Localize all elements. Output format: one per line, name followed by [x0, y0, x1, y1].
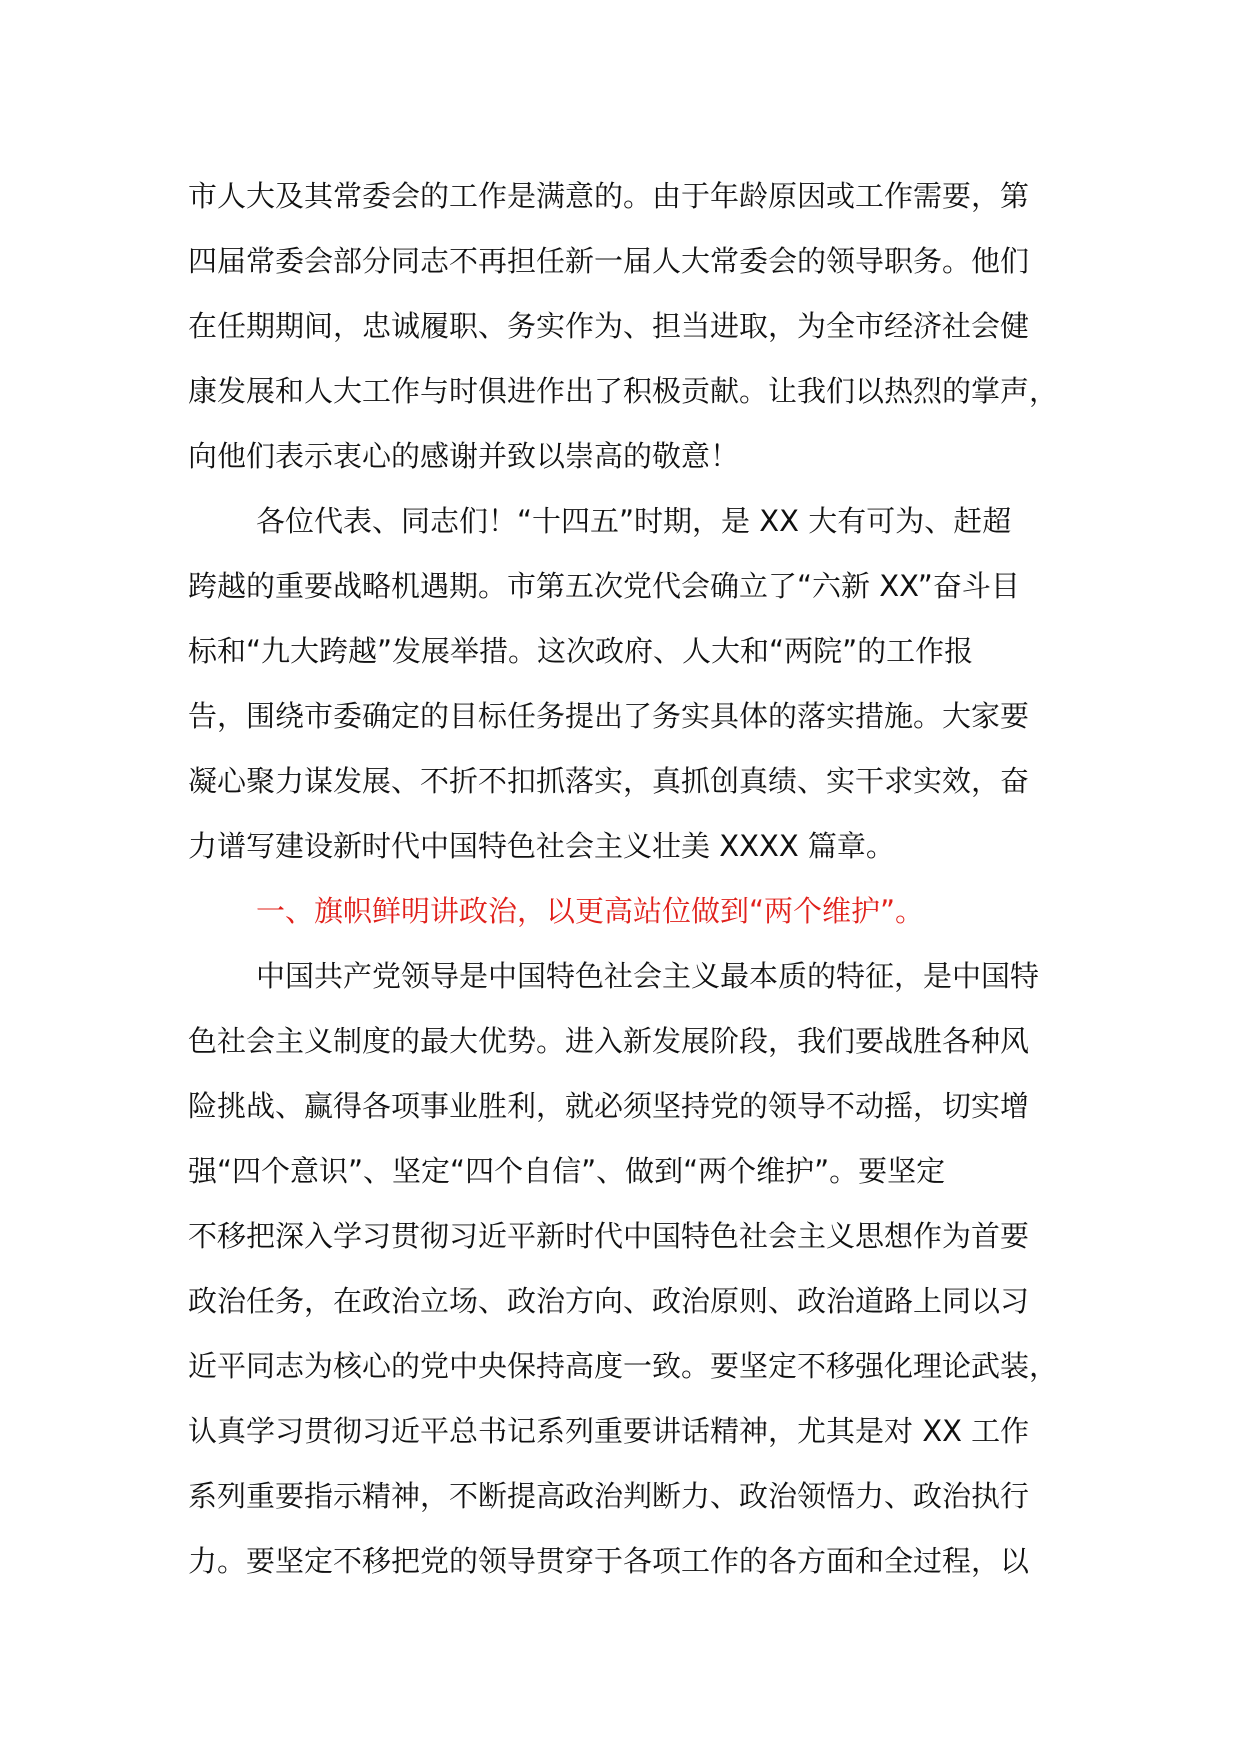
body-text-line: 险挑战、赢得各项事业胜利，就必须坚持党的领导不动摇，切实增 [188, 1089, 1030, 1123]
body-text-line: 政治任务，在政治立场、政治方向、政治原则、政治道路上同以习 [188, 1284, 1030, 1318]
body-text-line: 不移把深入学习贯彻习近平新时代中国特色社会主义思想作为首要 [188, 1219, 1030, 1253]
body-text-line: 在任期期间，忠诚履职、务实作为、担当进取，为全市经济社会健 [188, 309, 1030, 343]
body-text-line: 力。要坚定不移把党的领导贯穿于各项工作的各方面和全过程，以 [188, 1544, 1030, 1578]
body-text-line: 认真学习贯彻习近平总书记系列重要讲话精神，尤其是对 XX 工作 [188, 1414, 1030, 1448]
body-text-line: 四届常委会部分同志不再担任新一届人大常委会的领导职务。他们 [188, 244, 1030, 278]
paragraph-first-line: 中国共产党领导是中国特色社会主义最本质的特征，是中国特 [256, 959, 1040, 993]
body-text-line: 近平同志为核心的党中央保持高度一致。要坚定不移强化理论武装， [188, 1349, 1059, 1383]
paragraph-first-line: 各位代表、同志们！“十四五”时期，是 XX 大有可为、赶超 [256, 504, 1012, 538]
body-text-line: 标和“九大跨越”发展举措。这次政府、人大和“两院”的工作报 [188, 634, 974, 668]
document-body [188, 164, 1060, 1594]
body-text-line: 力谱写建设新时代中国特色社会主义壮美 XXXX 篇章。 [188, 829, 895, 863]
body-text-line: 市人大及其常委会的工作是满意的。由于年龄原因或工作需要，第 [188, 179, 1030, 213]
body-text-line: 色社会主义制度的最大优势。进入新发展阶段，我们要战胜各种风 [188, 1024, 1030, 1058]
body-text-line: 跨越的重要战略机遇期。市第五次党代会确立了“六新 XX”奋斗目 [188, 569, 1020, 603]
body-text-line: 康发展和人大工作与时俱进作出了积极贡献。让我们以热烈的掌声， [188, 374, 1059, 408]
body-text-line: 向他们表示衷心的感谢并致以崇高的敬意！ [188, 439, 740, 473]
body-text-line: 凝心聚力谋发展、不折不扣抓落实，真抓创真绩、实干求实效，奋 [188, 764, 1030, 798]
body-text-line: 系列重要指示精神，不断提高政治判断力、政治领悟力、政治执行 [188, 1479, 1030, 1513]
body-text-line: 强“四个意识”、坚定“四个自信”、做到“两个维护”。要坚定 [188, 1154, 946, 1188]
body-text-line: 告，围绕市委确定的目标任务提出了务实具体的落实措施。大家要 [188, 699, 1030, 733]
section-heading: 一、旗帜鲜明讲政治，以更高站位做到“两个维护”。 [256, 894, 925, 928]
